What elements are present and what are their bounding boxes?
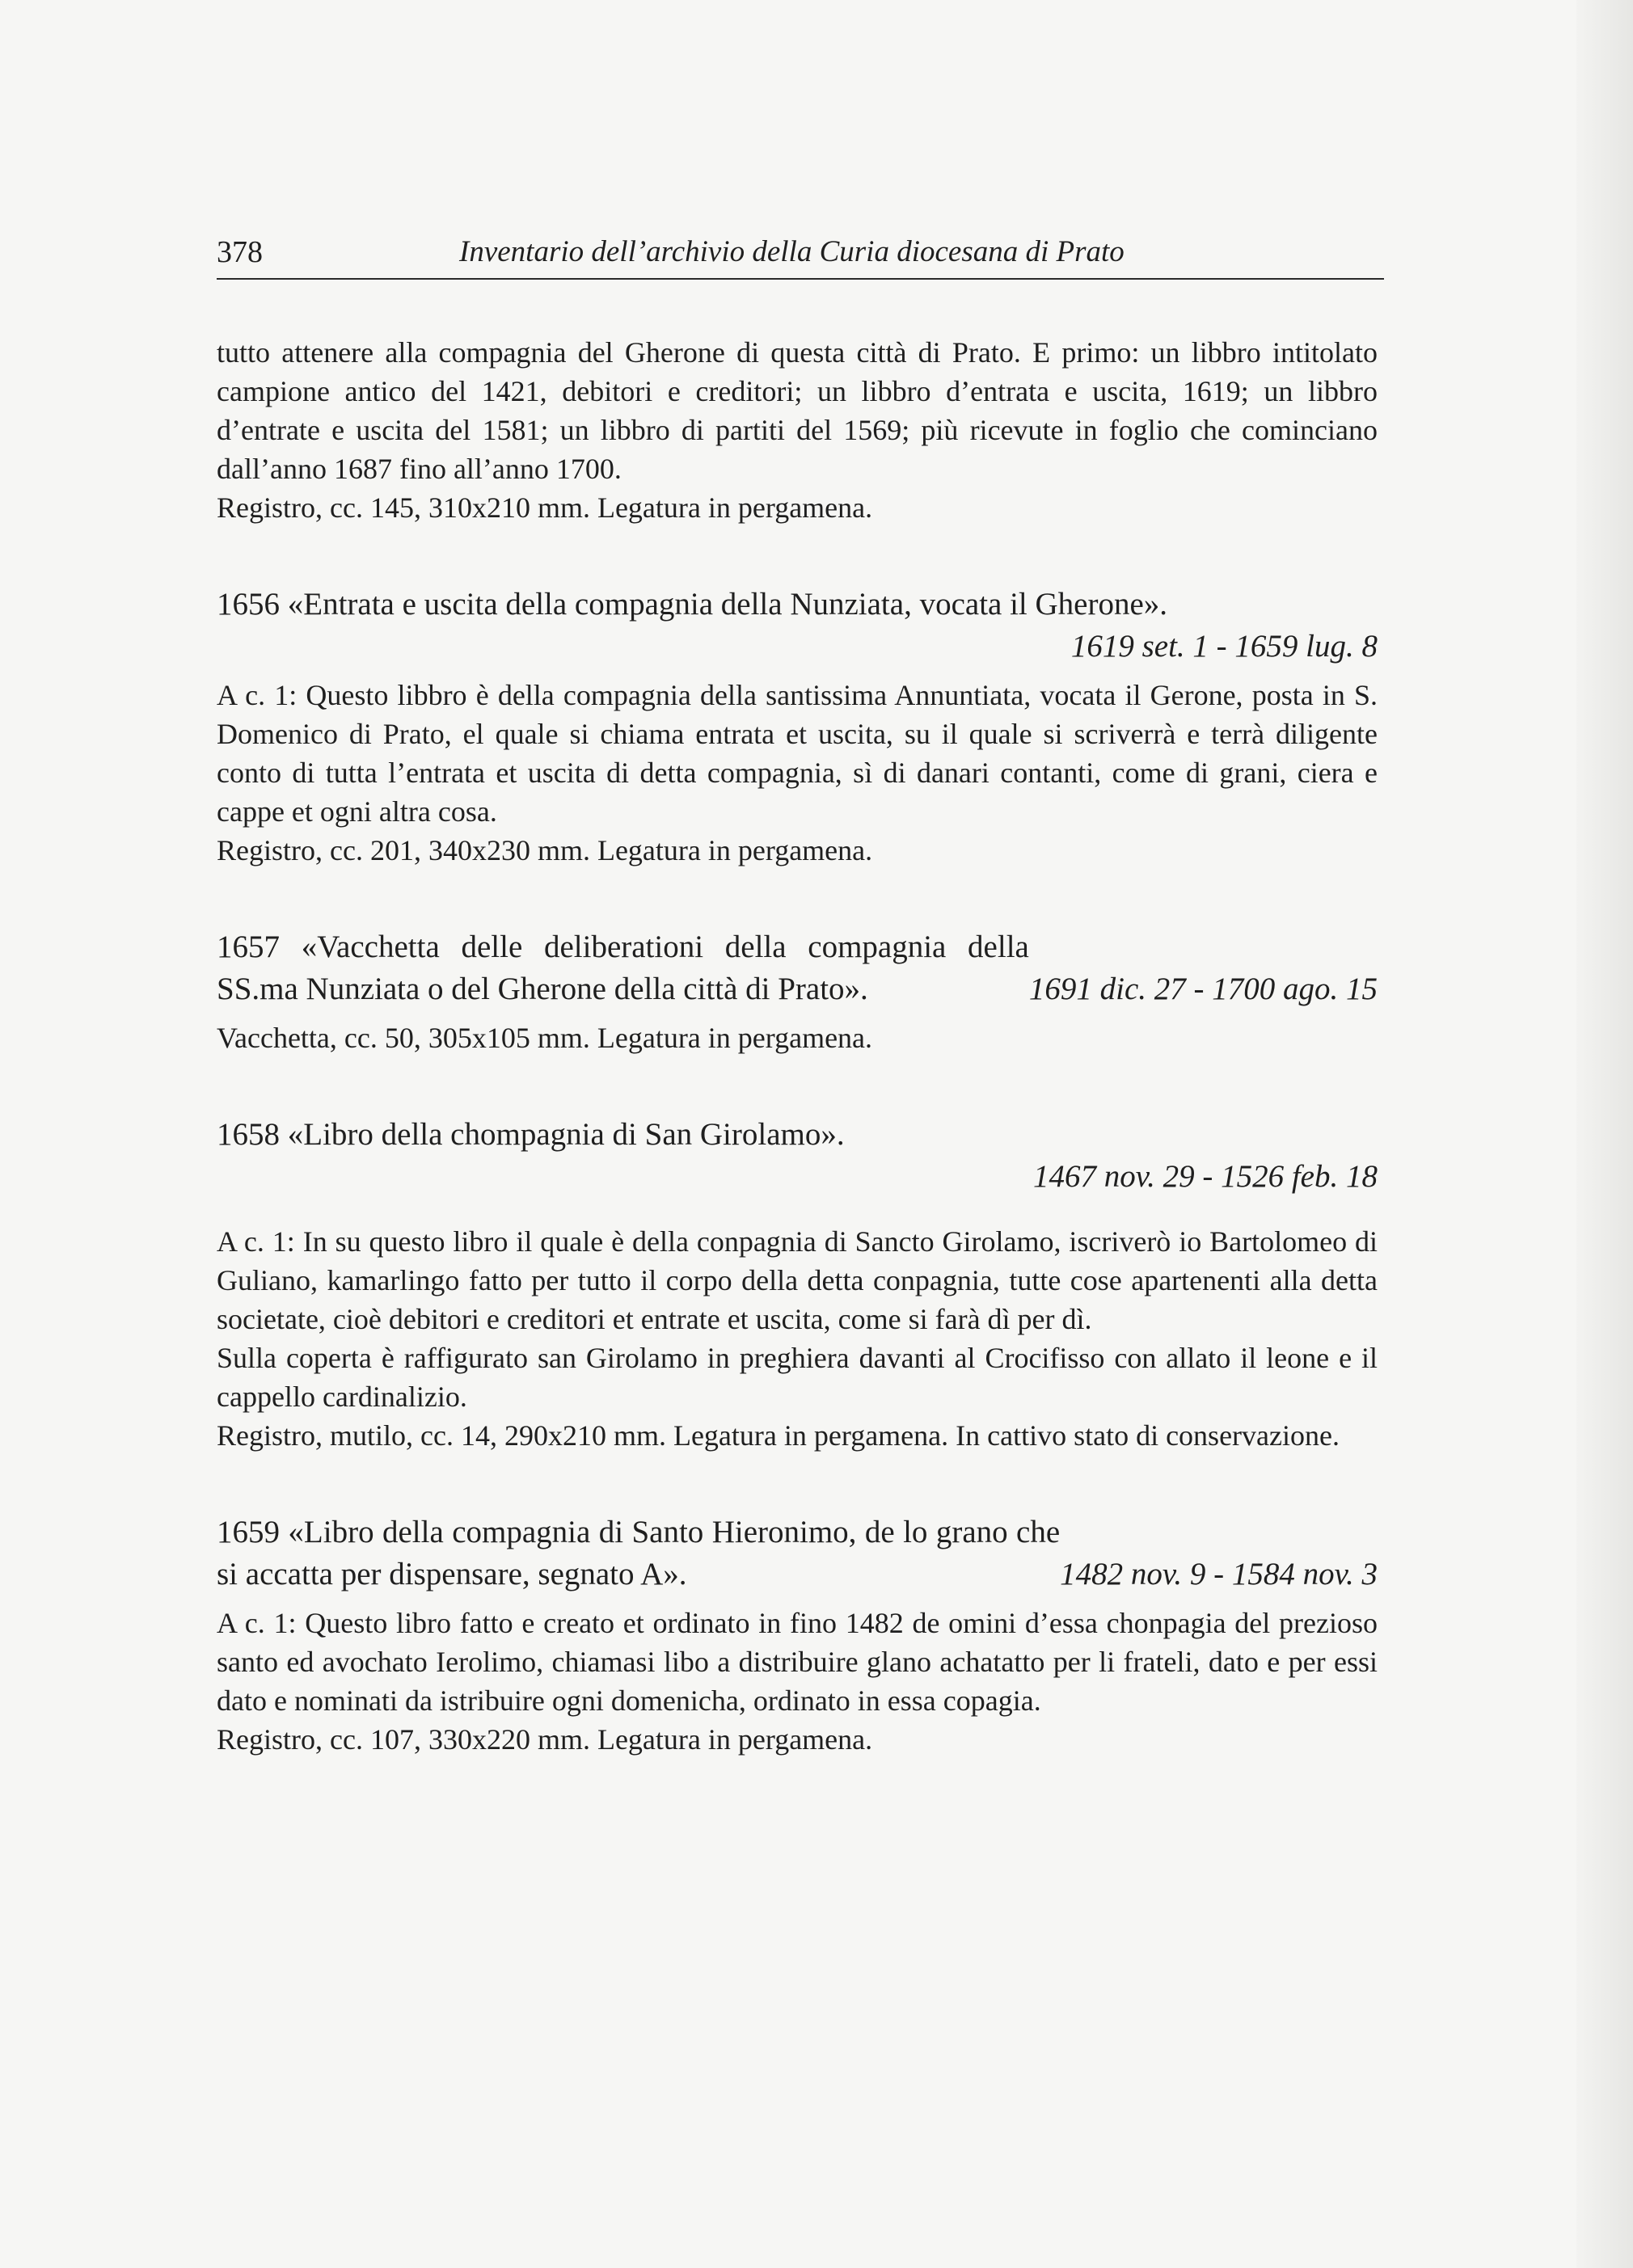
entry-1657 bbox=[217, 926, 1378, 1057]
entry-description: Registro, cc. 201, 340x230 mm. Legatura in pergamena. bbox=[217, 834, 873, 866]
entry-title: 1657 «Vacchetta delle deliberationi della compagnia della SS.ma Nunziata o del Gherone della città di Prato». bbox=[217, 930, 1029, 1006]
entry-title: 1656 «Entrata e uscita della compagnia della Nunziata, vocata il Gherone». bbox=[217, 587, 1168, 622]
entry-note: A c. 1: Questo libbro è della compagnia della santissima Annuntiata, vocata il Gerone, posta in S. Domenico di Prato, el quale si chiama entrata et uscita, su il quale si scriverrà e terrà diligente conto di tutta l’entrata et uscita di detta compagnia, sì di danari contanti, come di grani, ciera e cappe et ogni altra cosa. bbox=[217, 679, 1378, 828]
page-edge-shadow bbox=[1576, 0, 1633, 2268]
entry-title-line bbox=[217, 1511, 1378, 1596]
intro-block bbox=[217, 333, 1378, 527]
running-header bbox=[217, 233, 1384, 280]
intro-text: tutto attenere alla compagnia del Gherone di questa città di Prato. E primo: un libbro intitolato campione antico del 1421, debitori e creditori; un libbro d’entrata e uscita, 1619; un libbro d’entrate e uscita del 1581; un libbro di partiti del 1569; più ricevute in foglio che cominciano dall’anno 1687 fino all’anno 1700. bbox=[217, 336, 1378, 485]
entry-note-2: Sulla coperta è raffigurato san Girolamo in preghiera davanti al Crocifisso con allato il leone e il cappello cardinalizio. bbox=[217, 1342, 1378, 1413]
entry-1659 bbox=[217, 1511, 1378, 1759]
entry-title: 1659 «Libro della compagnia di Santo Hieronimo, de lo grano che si accatta per dispensare, segnato A». bbox=[217, 1515, 1061, 1591]
entry-note: A c. 1: In su questo libro il quale è della conpagnia di Sancto Girolamo, iscriverò io Bartolomeo di Guliano, kamarlingo fatto per tutto il corpo della detta conpagnia, tutte cose apartenenti alla detta societate, cioè debitori e creditori et entrate et uscita, come si farà dì per dì. bbox=[217, 1225, 1378, 1335]
entry-dates: 1691 dic. 27 - 1700 ago. 15 bbox=[1028, 972, 1378, 1006]
entry-description: Registro, mutilo, cc. 14, 290x210 mm. Legatura in pergamena. In cattivo stato di conservazione. bbox=[217, 1419, 1340, 1452]
entry-description: Vacchetta, cc. 50, 305x105 mm. Legatura in pergamena. bbox=[217, 1022, 873, 1054]
entry-dates: 1619 set. 1 - 1659 lug. 8 bbox=[1070, 629, 1378, 664]
entry-dates: 1482 nov. 9 - 1584 nov. 3 bbox=[1060, 1557, 1378, 1591]
page-number: 378 bbox=[217, 235, 263, 269]
entry-description: Registro, cc. 107, 330x220 mm. Legatura in pergamena. bbox=[217, 1723, 873, 1756]
intro-description: Registro, cc. 145, 310x210 mm. Legatura in pergamena. bbox=[217, 491, 873, 524]
entry-title: 1658 «Libro della chompagnia di San Girolamo». bbox=[217, 1117, 845, 1152]
entry-dates: 1467 nov. 29 - 1526 feb. 18 bbox=[1032, 1159, 1378, 1194]
entry-title-line bbox=[217, 926, 1378, 1010]
page-body bbox=[217, 333, 1378, 1815]
entry-note: A c. 1: Questo libro fatto e creato et ordinato in fino 1482 de omini d’essa chonpagia del prezioso santo ed avochato Ierolimo, chiamasi libo a distribuire glano achatatto per li frateli, dato e per essi dato e nominati da istribuire ogni domenicha, ordinato in essa copagia. bbox=[217, 1607, 1378, 1717]
entry-1658 bbox=[217, 1114, 1378, 1455]
running-title: Inventario dell’archivio della Curia diocesana di Prato bbox=[459, 235, 1125, 268]
entry-1656 bbox=[217, 584, 1378, 870]
